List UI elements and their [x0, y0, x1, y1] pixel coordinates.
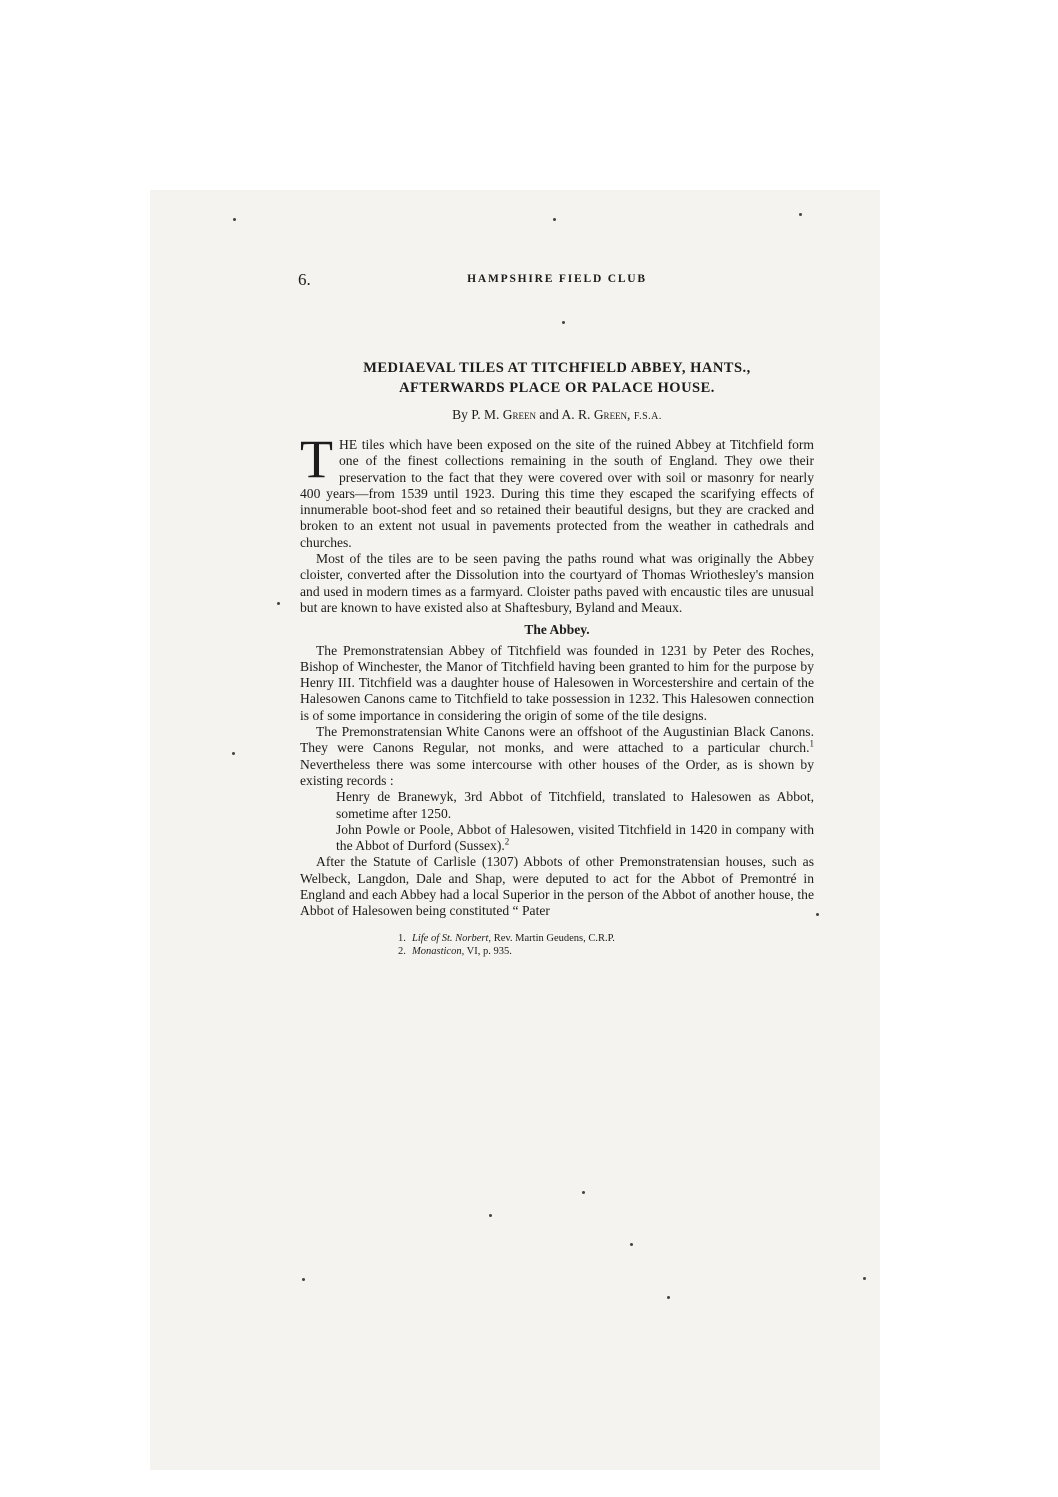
intro-paragraph-1-text: HE tiles which have been exposed on the site of the ruined Abbey at Titchfield form one of the finest collections remaining in the south of England. They owe their preservation to the fact that they were covered over with soil or masonry for nearly 400 years—from 1539 until 1923. During this time they escaped the scarifying effects of innumerable boot-shod feet and so retained their beautiful designs, but they are cracked and broken to an extent not usual in pavements protected from the weather in cathedrals and churches.	[300, 437, 814, 550]
author-2-initials: A. R.	[561, 407, 591, 422]
byline	[300, 407, 814, 423]
abbey-paragraph-2	[300, 724, 814, 789]
footnote-ref-1: 1	[809, 738, 814, 749]
scan-speck	[863, 1277, 866, 1280]
scan-speck	[233, 218, 236, 221]
author-2-surname: Green,	[593, 407, 631, 422]
scan-speck	[277, 602, 280, 605]
scan-speck	[582, 1191, 585, 1194]
page-number: 6.	[298, 270, 311, 289]
footnote-1	[398, 932, 814, 945]
scan-speck	[799, 213, 802, 216]
byline-by: By	[452, 407, 468, 422]
author-2-suffix: F.S.A.	[633, 411, 662, 422]
abbey-paragraph-1: The Premonstratensian Abbey of Titchfield was founded in 1231 by Peter des Roches, Bishop of Winchester, the Manor of Titchfield having been granted to him for the purpose by Henry III. Titchfield was a daughter house of Halesowen in Worcestershire and certain of the Halesowen Canons came to Titchfield to take possession in 1232. This Halesowen connection is of some importance in considering the origin of some of the tile designs.	[300, 642, 814, 723]
section-heading-abbey: The Abbey.	[524, 622, 590, 638]
author-1-surname: Green	[502, 407, 537, 422]
footnote-2-number: 2.	[398, 945, 406, 957]
scan-speck	[816, 913, 819, 916]
record-entry-1: Henry de Branewyk, 3rd Abbot of Titchfield, translated to Halesowen as Abbot, sometime after 1250.	[336, 789, 814, 821]
title-line-2: AFTERWARDS PLACE OR PALACE HOUSE.	[399, 380, 715, 396]
footnotes	[398, 932, 814, 958]
footnote-2-title: Monasticon,	[412, 945, 465, 957]
running-title: HAMPSHIRE FIELD CLUB	[467, 273, 647, 285]
scan-speck	[553, 218, 556, 221]
scan-speck	[667, 1296, 670, 1299]
scan-speck	[630, 1243, 633, 1246]
abbey-paragraph-2-cont: Nevertheless there was some intercourse with other houses of the Order, as is shown by existing records :	[300, 756, 814, 788]
scan-speck	[562, 321, 565, 324]
footnote-2-rest: VI, p. 935.	[464, 945, 512, 957]
footnote-1-title: Life of St. Norbert,	[412, 932, 492, 944]
article-title	[300, 358, 814, 398]
byline-and: and	[539, 407, 559, 422]
footnote-1-rest: Rev. Martin Geudens, C.R.P.	[491, 932, 615, 944]
footnote-ref-2: 2	[504, 836, 510, 847]
footnote-2	[398, 945, 814, 958]
document-page	[300, 270, 814, 958]
footnote-1-number: 1.	[398, 932, 406, 944]
author-1-initials: P. M.	[471, 407, 500, 422]
scan-speck	[302, 1278, 305, 1281]
record-entry-2-text: John Powle or Poole, Abbot of Halesowen, visited Titchfield in 1420 in company with the Abbot of Durford (Sussex).	[336, 821, 814, 854]
running-head	[300, 270, 814, 296]
record-entry-2	[336, 822, 814, 855]
intro-paragraph-2: Most of the tiles are to be seen paving the paths round what was originally the Abbey cloister, converted after the Dissolution into the courtyard of Thomas Wriothesley's mansion and used in modern times as a farmyard. Cloister paths paved with encaustic tiles are unusual but are known to have existed also at Shaftesbury, Byland and Meaux.	[300, 551, 814, 615]
drop-cap: T	[300, 429, 333, 489]
scan-speck	[232, 752, 235, 755]
scan-speck	[489, 1214, 492, 1217]
intro-paragraph-1	[300, 429, 814, 551]
abbey-paragraph-2-text: The Premonstratensian White Canons were an offshoot of the Augustinian Black Canons. They were Canons Regular, not monks, and were attached to a particular church.	[300, 724, 814, 756]
abbey-paragraph-3: After the Statute of Carlisle (1307) Abbots of other Premonstratensian houses, such as Welbeck, Langdon, Dale and Shap, were deputed to act for the Abbot of Premontré in England and each Abbey had a local Superior in the person of the Abbot of another house, the Abbot of Halesowen being constituted “ Pater	[300, 854, 814, 919]
article-body	[300, 429, 814, 920]
title-line-1: MEDIAEVAL TILES AT TITCHFIELD ABBEY, HANTS.,	[363, 360, 751, 376]
